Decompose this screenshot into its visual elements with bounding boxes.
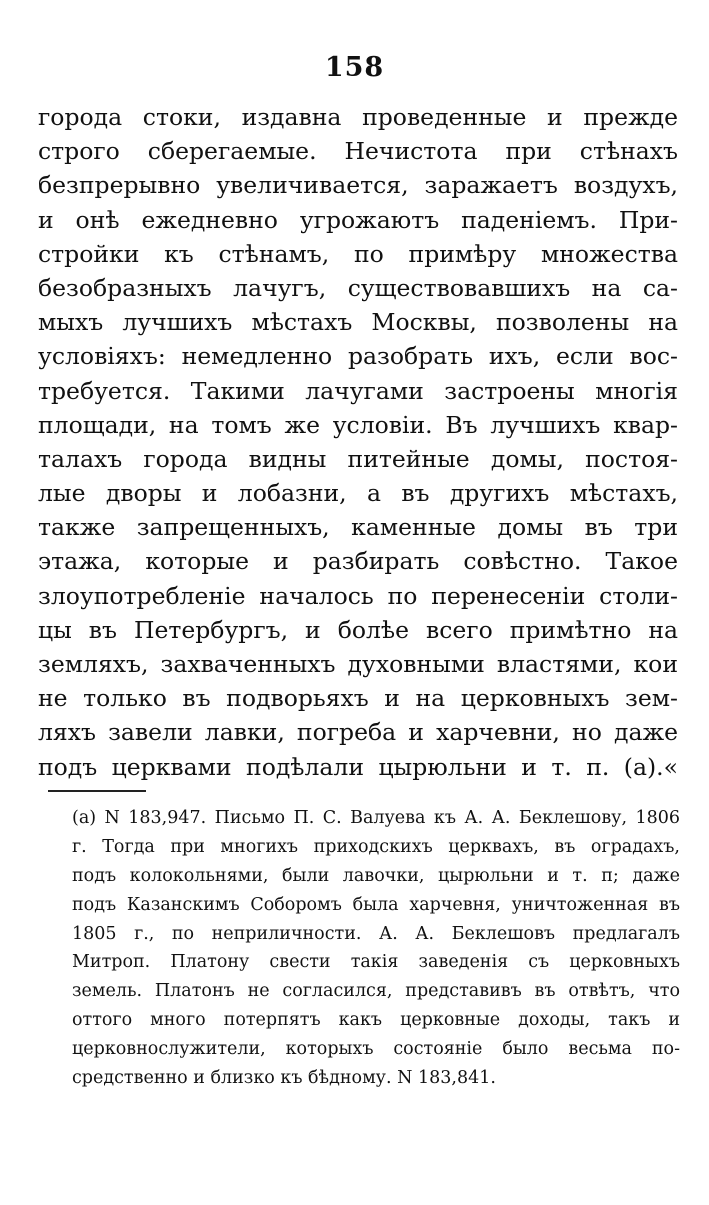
- text-line: площади, на томъ же условіи. Въ лучшихъ квар-: [38, 410, 678, 439]
- footnote-line: церковнослужители, которыхъ состояніе было весьма по-: [72, 1039, 680, 1060]
- text-line: также запрещенныхъ, каменные домы въ три: [38, 513, 678, 542]
- page-number: 158: [324, 52, 385, 83]
- footnote-line: средственно и близко къ бѣдному. N 183,841.: [72, 1068, 496, 1089]
- footnote-line: подъ Казанскимъ Соборомъ была харчевня, уничтоженная въ: [72, 894, 680, 915]
- text-line: этажа, которые и разбирать совѣстно. Такое: [38, 547, 678, 576]
- footnote-divider: [48, 790, 146, 792]
- footnote-line: Митроп. Платону свести такія заведенія съ церковныхъ: [72, 952, 680, 973]
- text-line: злоупотребленіе началось по перенесеніи столи-: [38, 581, 678, 610]
- footnote-line: г. Тогда при многихъ приходскихъ церквахъ, въ оградахъ,: [72, 836, 680, 857]
- text-line: безобразныхъ лачугъ, существовавшихъ на са-: [38, 273, 678, 302]
- text-line: безпрерывно увеличивается, заражаетъ воздухъ,: [38, 171, 678, 200]
- text-line: и онѣ ежедневно угрожаютъ паденіемъ. При-: [38, 205, 678, 234]
- footnote-line: земель. Платонъ не согласился, представивъ въ отвѣтъ, что: [72, 981, 680, 1002]
- text-line: лые дворы и лобазни, а въ другихъ мѣстахъ,: [38, 479, 678, 508]
- text-line: стройки къ стѣнамъ, по примѣру множества: [38, 239, 678, 268]
- text-line: строго сберегаемые. Нечистота при стѣнахъ: [38, 137, 678, 166]
- text-line: города стоки, издавна проведенные и прежде: [38, 103, 678, 131]
- footnote-line: (а) N 183,947. Письмо П. С. Валуева къ А. А. Беклешову, 1806: [72, 808, 680, 828]
- text-line: цы въ Петербургъ, и болѣе всего примѣтно на: [38, 615, 678, 644]
- footnote-block: [48, 804, 680, 1093]
- text-line: ляхъ завели лавки, погреба и харчевни, но даже: [38, 718, 678, 747]
- text-line: подъ церквами подѣлали цырюльни и т. п. (а).«: [38, 752, 678, 781]
- text-line: земляхъ, захваченныхъ духовными властями, кои: [38, 650, 678, 678]
- text-line: талахъ города видны питейные домы, постоя-: [38, 444, 678, 473]
- text-line: не только въ подворьяхъ и на церковныхъ зем-: [38, 684, 678, 713]
- text-line: мыхъ лучшихъ мѣстахъ Москвы, позволены на: [38, 308, 678, 337]
- text-line: условіяхъ: немедленно разобрать ихъ, если вос-: [38, 342, 678, 371]
- footnote-line: 1805 г., по неприличности. А. А. Беклешовъ предлагалъ: [72, 923, 680, 944]
- text-line: требуется. Такими лачугами застроены многія: [38, 376, 678, 405]
- footnote-line: подъ колокольнями, были лавочки, цырюльни и т. п; даже: [72, 865, 680, 886]
- main-text-block: [38, 100, 678, 784]
- footnote-line: оттого много потерпятъ какъ церковные доходы, такъ и: [72, 1010, 680, 1031]
